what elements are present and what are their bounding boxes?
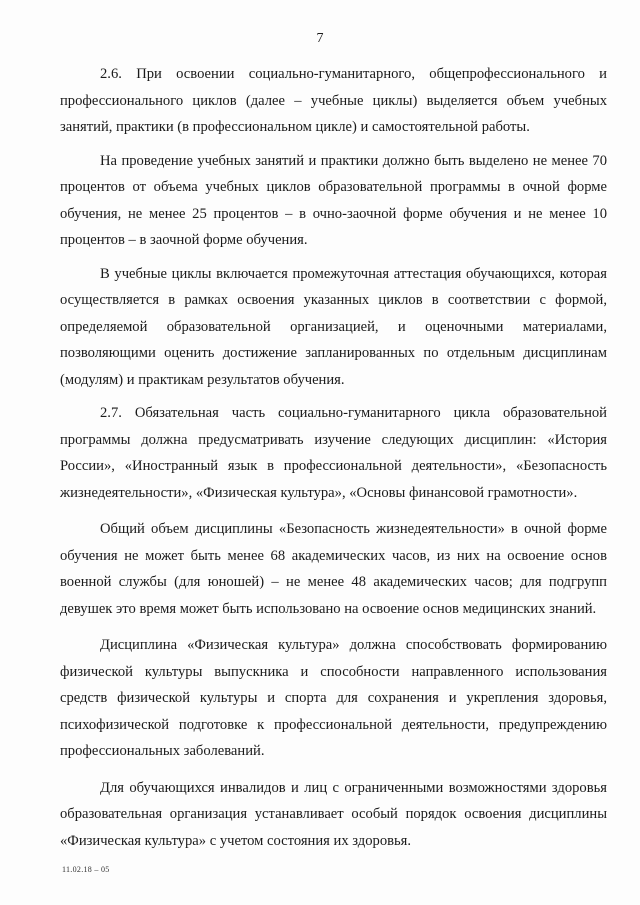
page-number: 7 (316, 31, 324, 46)
footer-document-code: 11.02.18 – 05 (62, 865, 110, 874)
document-body (60, 61, 607, 854)
paragraph-2-6: 2.6. При освоении социально-гуманитарного, общепрофессионального и профессионального циклов (далее – учебные циклы) выделяется объем учебных занятий, практики (в профессиональном цикле) и самостоятельной работы. (60, 66, 607, 135)
paragraph-life-safety-volume: Общий объем дисциплины «Безопасность жизнедеятельности» в очной форме обучения не может быть менее 68 академических часов, из них на освоение основ военной службы (для юношей) – не менее 48 академических часов; для подгрупп девушек это время может быть использовано на освоение основ медицинских знаний. (60, 521, 607, 617)
paragraph-physical-culture: Дисциплина «Физическая культура» должна способствовать формированию физической культуры выпускника и способности направленного использования средств физической культуры и спорта для сохранения и укрепления здоровья, психофизической подготовке к профессиональной деятельности, предупреждению профессиональных заболеваний. (60, 637, 607, 759)
paragraph-intermediate-attestation: В учебные циклы включается промежуточная аттестация обучающихся, которая осуществляется в рамках освоения указанных циклов в соответствии с формой, определяемой образовательной организацией, и оценочными материалами, позволяющими оценить достижение запланированных по отдельным дисциплинам (модулям) и практикам результатов обучения. (60, 265, 607, 388)
paragraph-2-7: 2.7. Обязательная часть социально-гуманитарного цикла образовательной программы должна предусматривать изучение следующих дисциплин: «История России», «Иностранный язык в профессиональной деятельности», «Безопасность жизнедеятельности», «Физическая культура», «Основы финансовой грамотности». (60, 405, 607, 501)
paragraph-disabled-students: Для обучающихся инвалидов и лиц с ограниченными возможностями здоровья образовательная организация устанавливает особый порядок освоения дисциплины «Физическая культура» с учетом состояния их здоровья. (60, 779, 607, 849)
paragraph-practice-share: На проведение учебных занятий и практики должно быть выделено не менее 70 процентов от объема учебных циклов образовательной программы в очной форме обучения, не менее 25 процентов – в очно-заочной форме обучения и не менее 10 процентов – в заочной форме обучения. (60, 152, 607, 248)
